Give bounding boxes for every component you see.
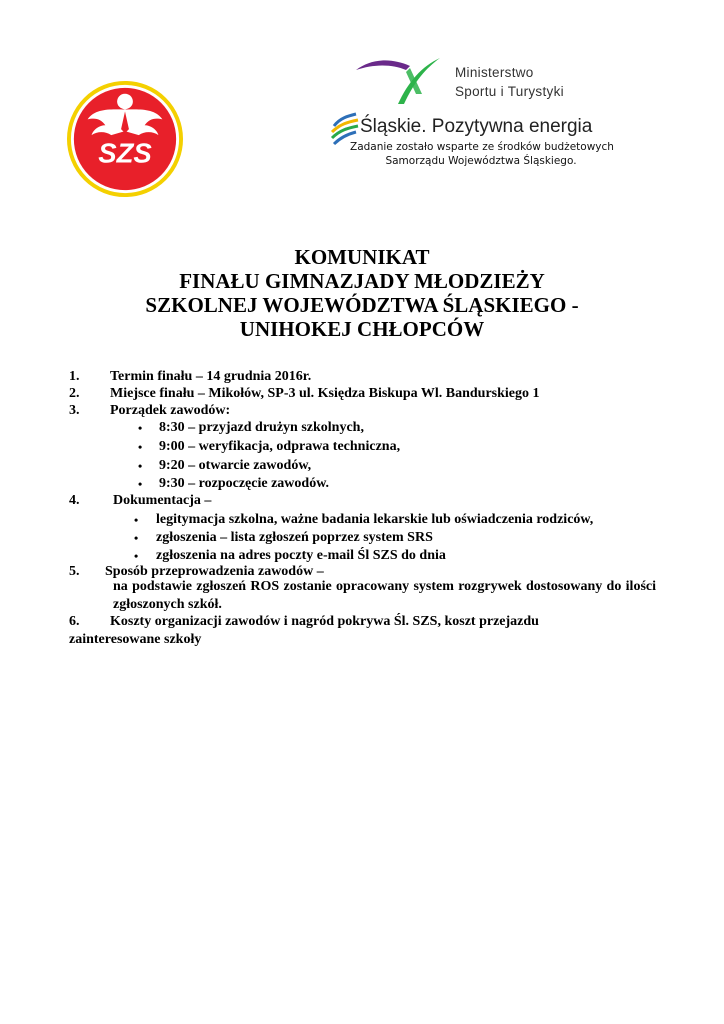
bullet-icon: • [134, 513, 139, 527]
item-number: 6. [69, 614, 80, 629]
item-number: 2. [69, 386, 80, 401]
item-number: 4. [69, 493, 80, 508]
document-title [0, 245, 724, 341]
title-line-1: KOMUNIKAT [294, 245, 430, 269]
ministry-name-line1: Ministerstwo [455, 65, 534, 80]
slaskie-sub-line2: Samorządu Województwa Śląskiego. [385, 155, 577, 167]
item-text: Dokumentacja – [113, 493, 212, 508]
item-6-continuation: zainteresowane szkoły [69, 632, 202, 647]
bullet-icon: • [134, 549, 139, 563]
bullet-text: 9:20 – otwarcie zawodów, [159, 458, 312, 473]
bullet-text: 8:30 – przyjazd drużyn szkolnych, [159, 420, 364, 435]
bullet-icon: • [138, 421, 143, 435]
item-number: 5. [69, 564, 80, 579]
item-text: Sposób przeprowadzenia zawodów – [105, 564, 324, 579]
title-line-4: UNIHOKEJ CHŁOPCÓW [239, 317, 485, 341]
slaskie-sub-line1: Zadanie zostało wsparte ze środków budżetowych [350, 141, 614, 153]
ministry-name-line2: Sportu i Turystyki [455, 84, 564, 99]
item-number: 1. [69, 369, 80, 384]
slaskie-title: Śląskie. Pozytywna energia [360, 116, 593, 137]
bullet-text: 9:00 – weryfikacja, odprawa techniczna, [159, 439, 401, 454]
title-line-3: SZKOLNEJ WOJEWÓDZTWA ŚLĄSKIEGO - [145, 293, 579, 317]
bullet-text: zgłoszenia – lista zgłoszeń poprzez system SRS [156, 530, 433, 545]
title-line-2: FINAŁU GIMNAZJADY MŁODZIEŻY [179, 269, 545, 293]
slaskie-logo [330, 112, 620, 180]
ministry-emblem-icon [352, 54, 447, 109]
szs-logo [66, 80, 184, 198]
item-text: Porządek zawodów: [110, 403, 231, 418]
item-number: 3. [69, 403, 80, 418]
bullet-text: legitymacja szkolna, ważne badania lekarskie lub oświadczenia rodziców, [156, 512, 594, 527]
bullet-icon: • [138, 459, 143, 473]
szs-logo-text: SZS [98, 137, 152, 169]
ministry-logo [352, 54, 612, 109]
bullet-text: zgłoszenia na adres poczty e-mail Śl SZS do dnia [156, 548, 446, 563]
item-5-paragraph: na podstawie zgłoszeń ROS zostanie opracowany system rozgrywek dostosowany do ilości zgłoszonych szkół. [113, 579, 656, 612]
item-text: Koszty organizacji zawodów i nagród pokrywa Śl. SZS, koszt przejazdu [110, 614, 539, 629]
bullet-icon: • [138, 440, 143, 454]
bullet-text: 9:30 – rozpoczęcie zawodów. [159, 476, 330, 491]
bullet-icon: • [138, 477, 143, 491]
bullet-icon: • [134, 531, 139, 545]
item-text: Miejsce finału – Mikołów, SP-3 ul. Księdza Biskupa Wl. Bandurskiego 1 [110, 386, 540, 401]
item-text: Termin finału – 14 grudnia 2016r. [110, 369, 312, 384]
